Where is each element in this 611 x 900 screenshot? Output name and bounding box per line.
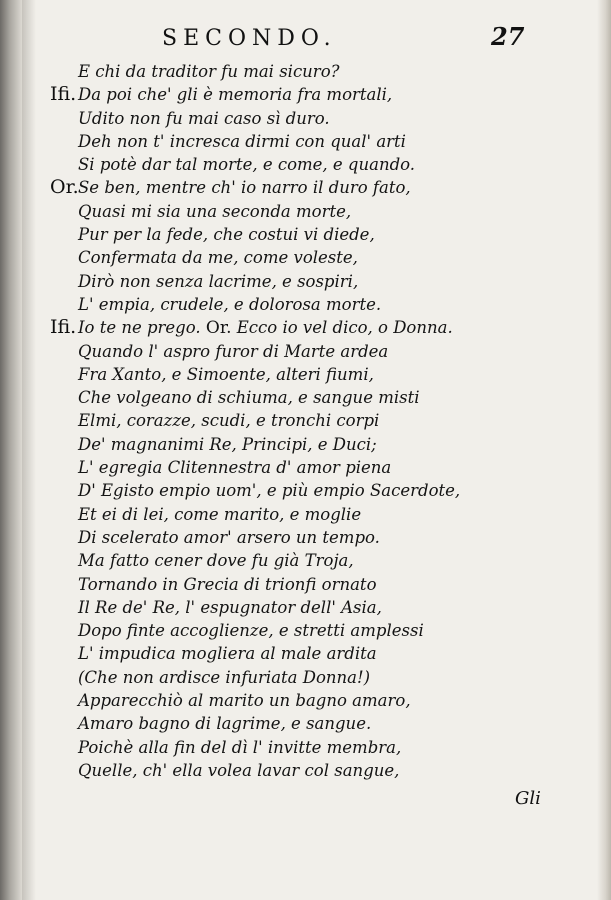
verse-line	[0, 712, 611, 735]
verse-words: Ecco io vel dico, o Donna.	[236, 318, 453, 338]
verse-text-line	[78, 153, 415, 176]
verse-text-line	[78, 363, 374, 386]
verse-words: Deh non t' incresca dirmi con qual' arti	[78, 131, 406, 151]
verse-text	[0, 60, 611, 782]
catchword: Gli	[515, 788, 541, 809]
verse-line	[0, 409, 611, 432]
verse-text-line	[78, 246, 358, 269]
verse-text-line	[78, 130, 406, 153]
verse-text-line	[78, 456, 391, 479]
verse-line	[0, 642, 611, 665]
verse-line	[0, 596, 611, 619]
verse-line	[0, 60, 611, 83]
verse-text-line	[78, 176, 411, 199]
verse-words: L' impudica mogliera al male ardita	[78, 644, 377, 664]
verse-words: Il Re de' Re, l' espugnator dell' Asia,	[78, 597, 382, 617]
verse-text-line	[78, 712, 371, 735]
verse-line	[0, 270, 611, 293]
verse-text-line	[78, 736, 401, 759]
verse-line	[0, 759, 611, 782]
verse-words: Elmi, corazze, scudi, e tronchi corpi	[78, 411, 380, 431]
verse-line	[0, 619, 611, 642]
verse-line	[0, 246, 611, 269]
verse-line	[0, 293, 611, 316]
verse-text-line	[78, 689, 411, 712]
speaker-label: Ifi.	[50, 316, 77, 339]
verse-words: Udito non fu mai caso sì duro.	[78, 108, 330, 128]
verse-words: Si potè dar tal morte, e come, e quando.	[78, 155, 416, 175]
verse-line	[0, 573, 611, 596]
verse-words: D' Egisto empio uom', e più empio Sacerdote,	[78, 481, 461, 501]
speaker-label: Or.	[50, 176, 79, 199]
verse-text-line	[78, 83, 392, 106]
verse-text-line	[78, 409, 379, 432]
verse-line	[0, 130, 611, 153]
verse-words: Da poi che' gli è memoria fra mortali,	[78, 85, 393, 105]
verse-line	[0, 200, 611, 223]
verse-words: De' magnanimi Re, Principi, e Duci;	[78, 434, 377, 454]
verse-line	[0, 433, 611, 456]
speaker-label: Ifi.	[50, 83, 77, 106]
verse-text-line	[78, 107, 330, 130]
verse-words: Apparecchiò al marito un bagno amaro,	[78, 691, 411, 711]
verse-words: L' empia, crudele, e dolorosa morte.	[78, 294, 382, 314]
verse-line	[0, 153, 611, 176]
verse-line	[0, 340, 611, 363]
verse-words: E chi da traditor fu mai sicuro?	[78, 62, 340, 81]
verse-text-line	[78, 526, 380, 549]
verse-words: Dirò non senza lacrime, e sospiri,	[78, 271, 359, 291]
running-head: SECONDO.	[162, 26, 337, 51]
verse-words: Che volgeano di schiuma, e sangue misti	[78, 388, 420, 408]
verse-words: Di scelerato amor' arsero un tempo.	[78, 527, 380, 547]
verse-text-line	[78, 573, 377, 596]
verse-words: Poichè alla fin del dì l' invitte membra,	[78, 737, 402, 757]
verse-text-line	[78, 200, 351, 223]
verse-text-line	[78, 270, 358, 293]
verse-words: Fra Xanto, e Simoente, alteri fiumi,	[78, 364, 374, 384]
verse-text-line	[78, 549, 354, 572]
verse-words: Dopo finte accoglienze, e stretti amplessi	[78, 621, 424, 641]
verse-line	[0, 689, 611, 712]
verse-line	[0, 456, 611, 479]
verse-words: (Che non ardisce infuriata Donna!)	[78, 667, 371, 687]
verse-words: L' egregia Clitennestra d' amor piena	[78, 458, 392, 478]
verse-text-line	[78, 596, 382, 619]
verse-line	[0, 666, 611, 689]
verse-words: Pur per la fede, che costui vi diede,	[78, 225, 375, 245]
verse-text-line	[78, 433, 377, 456]
verse-words: Quasi mi sia una seconda morte,	[78, 201, 352, 221]
verse-line	[0, 549, 611, 572]
verse-text-line	[78, 223, 375, 246]
verse-text-line	[78, 479, 460, 502]
verse-line	[0, 363, 611, 386]
verse-words: Confermata da me, come voleste,	[78, 248, 358, 268]
verse-words: Amaro bagno di lagrime, e sangue.	[78, 714, 372, 734]
verse-text-line	[78, 666, 370, 689]
verse-text-line	[78, 642, 377, 665]
verse-text-line	[78, 316, 453, 340]
verse-words: Io te ne prego.	[78, 318, 201, 338]
verse-line	[0, 526, 611, 549]
verse-words: Quelle, ch' ella volea lavar col sangue,	[78, 760, 400, 780]
verse-line	[0, 107, 611, 130]
page-header	[0, 22, 611, 60]
verse-text-line	[78, 619, 424, 642]
verse-text-line	[78, 340, 388, 363]
verse-text-line	[78, 293, 381, 316]
verse-line	[0, 223, 611, 246]
verse-words: Et ei di lei, come marito, e moglie	[78, 504, 362, 524]
verse-line	[0, 176, 611, 199]
verse-words: Quando l' aspro furor di Marte ardea	[78, 341, 389, 361]
verse-line	[0, 479, 611, 502]
speaker-label: Or.	[205, 318, 232, 339]
verse-text-line	[78, 386, 420, 409]
page-number: 27	[491, 22, 525, 51]
verse-line	[0, 503, 611, 526]
verse-words: Se ben, mentre ch' io narro il duro fato,	[78, 178, 411, 198]
verse-line	[0, 386, 611, 409]
verse-text-line	[78, 759, 399, 782]
verse-line	[0, 736, 611, 759]
verse-words: Ma fatto cener dove fu già Troja,	[78, 551, 354, 571]
verse-text-line	[78, 60, 339, 83]
verse-line	[0, 83, 611, 106]
verse-text-line	[78, 503, 361, 526]
verse-words: Tornando in Grecia di trionfi ornato	[78, 574, 377, 594]
verse-line	[0, 316, 611, 339]
